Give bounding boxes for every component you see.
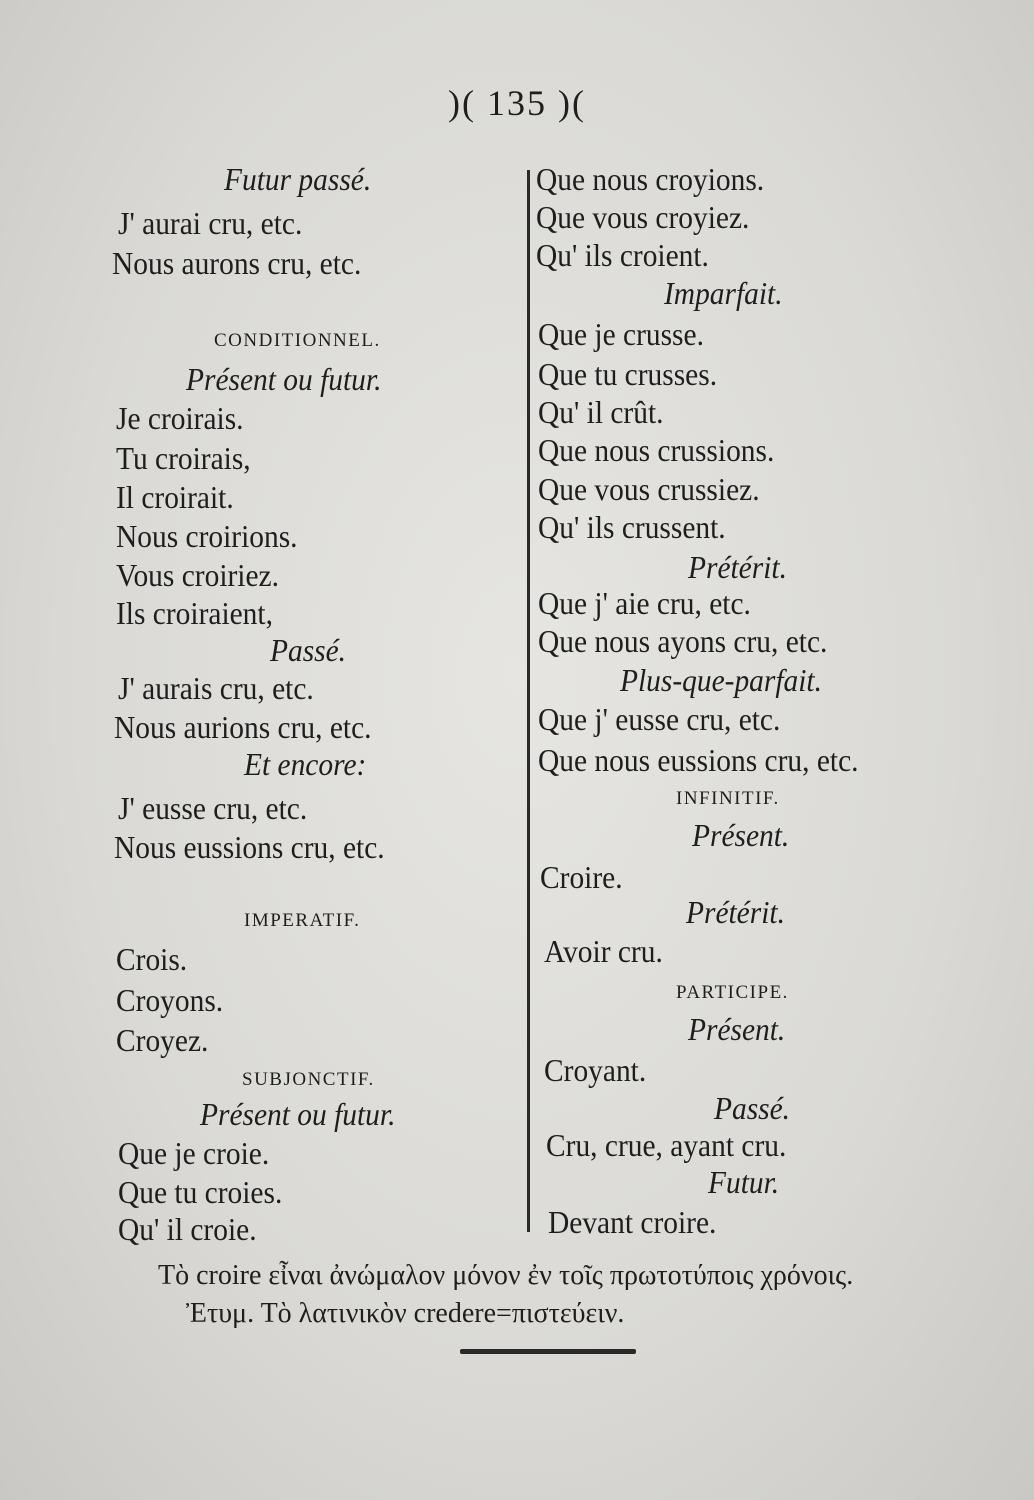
conjugation-line: Que j' eusse cru, etc. [538,701,781,737]
conjugation-line: Que je crusse. [538,316,704,352]
conjugation-line: Que nous eussions cru, etc. [538,742,859,778]
conjugation-line: Croire. [540,859,623,895]
conjugation-line: Croyez. [116,1022,209,1058]
conjugation-line: Que tu crusses. [538,356,718,392]
conjugation-line: Que nous croyions. [536,161,765,197]
conjugation-line: Nous aurons cru, etc. [112,245,362,281]
conjugation-line: Tu croirais, [116,440,251,476]
conjugation-line: Nous eussions cru, etc. [114,829,385,865]
conjugation-line: J' eusse cru, etc. [118,790,308,826]
participe-passe-title: Passé. [714,1090,791,1126]
conjugation-line: Que nous ayons cru, etc. [538,623,828,659]
conjugation-line: Avoir cru. [544,933,663,969]
conjugation-line: Qu' il croie. [118,1211,257,1247]
conjugation-line: Crois. [116,941,188,977]
et-encore-title: Et encore: [244,746,367,782]
present-futur-title: Présent ou futur. [186,361,382,397]
page-number: )( 135 )( [448,83,586,123]
participe-futur-title: Futur. [708,1164,780,1200]
column-divider [527,170,530,1232]
conjugation-line: Je croirais. [116,400,244,436]
futur-passe-title: Futur passé. [224,161,372,197]
end-rule [460,1349,636,1354]
conjugation-line: Que tu croies. [118,1174,283,1210]
conjugation-line: Que j' aie cru, etc. [538,585,751,621]
conjugation-line: Que vous crussiez. [538,471,760,507]
conjugation-line: Qu' il crût. [538,394,664,430]
conjugation-line: Vous croiriez. [116,557,279,593]
participe-header: PARTICIPE. [676,982,789,1003]
conjugation-line: Croyons. [116,982,224,1018]
conjugation-line: Qu' ils croient. [536,237,709,273]
infinitif-preterit-title: Prétérit. [686,894,785,930]
conjugation-line: Que nous crussions. [538,432,775,468]
conjugation-line: Devant croire. [548,1204,717,1240]
conjugation-line: Nous croirions. [116,518,298,554]
conjugation-line: J' aurai cru, etc. [118,205,303,241]
conjugation-line: J' aurais cru, etc. [118,670,314,706]
imperatif-header: IMPERATIF. [244,910,361,931]
conjugation-line: Nous aurions cru, etc. [114,709,372,745]
participe-present-title: Présent. [688,1011,786,1047]
preterit-title: Prétérit. [688,549,787,585]
plus-que-parfait-title: Plus-que-parfait. [620,662,822,698]
footnote-line-2: Ἐτυμ. Τὸ λατινικὸν credere=πιστεύειν. [186,1298,625,1329]
conjugation-line: Ils croiraient, [116,595,273,631]
subjonctif-header: SUBJONCTIF. [242,1069,375,1090]
conjugation-line: Il croirait. [116,479,234,515]
conjugation-line: Qu' ils crussent. [538,509,726,545]
infinitif-header: INFINITIF. [676,788,780,809]
conditionnel-header: CONDITIONNEL. [214,330,381,351]
conjugation-line: Que je croie. [118,1135,270,1171]
conjugation-line: Que vous croyiez. [536,199,750,235]
imparfait-title: Imparfait. [664,275,783,311]
footnote-line-1: Τὸ croire εἶναι ἀνώμαλον μόνον ἐν τοῖς πρωτοτύποις χρόνοις. [158,1260,854,1291]
conjugation-line: Cru, crue, ayant cru. [546,1127,787,1163]
infinitif-present-title: Présent. [692,817,790,853]
subjonctif-present-title: Présent ou futur. [200,1096,396,1132]
passe-title: Passé. [270,632,347,668]
conjugation-line: Croyant. [544,1052,647,1088]
